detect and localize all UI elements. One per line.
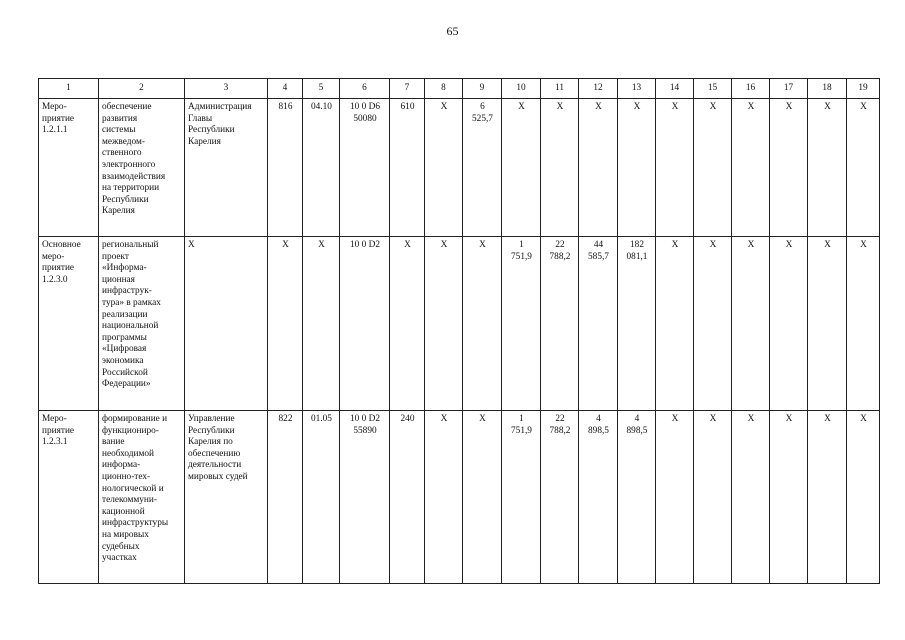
table-cell: X [502, 99, 541, 237]
table-row [39, 99, 880, 237]
table-cell: 04.10 [303, 99, 340, 237]
column-header: 5 [303, 79, 340, 99]
column-header: 10 [502, 79, 541, 99]
column-header: 1 [39, 79, 99, 99]
table-cell: 816 [268, 99, 303, 237]
table-cell: 240 [390, 411, 425, 584]
table-cell: 44 585,7 [579, 237, 618, 411]
table-cell: X [618, 99, 656, 237]
table-cell: X [770, 99, 808, 237]
table-cell: 4 898,5 [579, 411, 618, 584]
column-header: 18 [808, 79, 847, 99]
column-header: 14 [656, 79, 694, 99]
column-header: 12 [579, 79, 618, 99]
table-cell: 822 [268, 411, 303, 584]
table-cell: X [694, 411, 732, 584]
column-header: 2 [99, 79, 185, 99]
table-cell: 1 751,9 [502, 411, 541, 584]
table-cell: X [390, 237, 425, 411]
table-cell: X [268, 237, 303, 411]
table-cell: X [847, 411, 880, 584]
table-cell: X [694, 237, 732, 411]
column-header: 16 [732, 79, 770, 99]
column-header: 8 [425, 79, 463, 99]
page-number: 65 [446, 24, 459, 38]
table-cell: X [847, 99, 880, 237]
table-cell: X [770, 411, 808, 584]
column-header: 13 [618, 79, 656, 99]
table-cell: 6 525,7 [463, 99, 502, 237]
table-cell: Администрация Главы Республики Карелия [185, 99, 268, 237]
table-cell: Основное меро- приятие 1.2.3.0 [39, 237, 99, 411]
table-row [39, 237, 880, 411]
column-header: 11 [541, 79, 579, 99]
column-header: 19 [847, 79, 880, 99]
table-cell: X [425, 237, 463, 411]
table-cell: X [656, 99, 694, 237]
table-cell: X [770, 237, 808, 411]
table-cell: X [425, 99, 463, 237]
table-cell: X [808, 411, 847, 584]
column-header: 6 [340, 79, 390, 99]
table-cell: X [808, 99, 847, 237]
table-cell: X [463, 237, 502, 411]
table-cell: X [463, 411, 502, 584]
table-cell: X [425, 411, 463, 584]
table-cell: X [808, 237, 847, 411]
table-cell: X [541, 99, 579, 237]
column-header: 9 [463, 79, 502, 99]
table-cell: 182 081,1 [618, 237, 656, 411]
table-cell: X [732, 411, 770, 584]
table-cell: 01.05 [303, 411, 340, 584]
budget-table [38, 78, 880, 584]
table-cell: X [732, 237, 770, 411]
table-cell: обеспечение развития системы межведом- ственного электронного взаимодействия на территории Республики Карелия [99, 99, 185, 237]
table-row [39, 411, 880, 584]
table-cell: 610 [390, 99, 425, 237]
table-cell: X [185, 237, 268, 411]
table-cell: X [732, 99, 770, 237]
table-cell: Меро- приятие 1.2.3.1 [39, 411, 99, 584]
column-header: 4 [268, 79, 303, 99]
table-cell: X [656, 411, 694, 584]
table-cell: 10 0 D6 50080 [340, 99, 390, 237]
table-cell: Управление Республики Карелия по обеспечению деятельности мировых судей [185, 411, 268, 584]
table-cell: 10 0 D2 [340, 237, 390, 411]
table-cell: X [847, 237, 880, 411]
table-cell: Меро- приятие 1.2.1.1 [39, 99, 99, 237]
table-cell: 1 751,9 [502, 237, 541, 411]
header-row [39, 79, 880, 99]
table-cell: X [303, 237, 340, 411]
table-cell: X [656, 237, 694, 411]
table-cell: 4 898,5 [618, 411, 656, 584]
table-cell: 10 0 D2 55890 [340, 411, 390, 584]
table-cell: региональный проект «Информа- ционная инфраструк- тура» в рамках реализации национальной программы «Цифровая экономика Российской Федерации» [99, 237, 185, 411]
table-cell: 22 788,2 [541, 237, 579, 411]
table-cell: 22 788,2 [541, 411, 579, 584]
column-header: 15 [694, 79, 732, 99]
column-header: 3 [185, 79, 268, 99]
table-cell: X [579, 99, 618, 237]
table-cell: формирование и функциониро- вание необходимой информа- ционно-тех- нологической и телекоммуни- кационной инфраструктуры на мировых судебных участках [99, 411, 185, 584]
table-cell: X [694, 99, 732, 237]
column-header: 17 [770, 79, 808, 99]
column-header: 7 [390, 79, 425, 99]
